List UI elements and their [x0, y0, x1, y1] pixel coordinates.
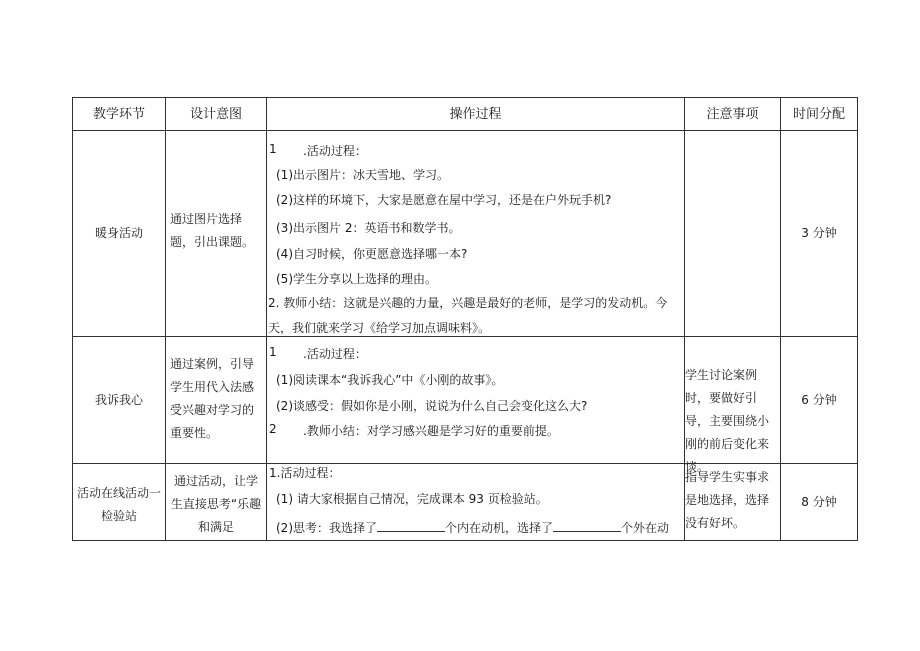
row1-time: 3 分钟: [801, 226, 837, 240]
row3-step-title: 1.活动过程：: [269, 466, 341, 480]
row3-think: [276, 519, 669, 536]
row2-step-number: 1: [269, 345, 277, 359]
row1-item-4: (4)自习时候，你更愿意选择哪一本?: [276, 247, 468, 261]
row3-intent: 通过活动，让学生直接思考“乐趣和满足: [170, 474, 262, 534]
column-divider: [165, 98, 166, 540]
fill-blank: [553, 521, 621, 532]
header-time: 时间分配: [792, 106, 845, 122]
row1-notes: [685, 131, 780, 336]
header-stage: 教学环节: [92, 106, 145, 122]
row2-item-1: (1)阅读课本“我诉我心”中《小刚的故事》。: [276, 373, 504, 387]
row2-step-title: .活动过程：: [303, 347, 367, 361]
row1-item-1: (1)出示图片：冰天雪地、学习。: [276, 168, 449, 182]
row3-item-1: (1) 请大家根据自己情况，完成课本 93 页检验站。: [276, 492, 548, 506]
lesson-plan-table: [72, 97, 858, 541]
row1-step-title: .活动过程：: [303, 144, 367, 158]
row2-intent: 通过案例，引导学生用代入法感受兴趣对学习的重要性。: [170, 357, 255, 440]
row1-stage: 暖身活动: [94, 226, 143, 240]
row1-summary: 2. 教师小结：这就是兴趣的力量，兴趣是最好的老师，是学习的发动机。今天，我们就来学习《给学习加点调味料》。: [268, 296, 668, 335]
row3-think-a: (2)思考：我选择了: [276, 521, 377, 535]
row2-stage: 我诉我心: [94, 392, 143, 407]
row1-item-5: (5)学生分享以上选择的理由。: [276, 272, 437, 286]
row2-summary-number: 2: [269, 422, 277, 436]
row2-summary: .教师小结：对学习感兴趣是学习好的重要前提。: [303, 424, 559, 438]
header-intent: 设计意图: [189, 106, 242, 122]
row1-item-2: (2)这样的环境下，大家是愿意在屋中学习，还是在户外玩手机?: [276, 193, 612, 207]
row3-time: 8 分钟: [801, 494, 837, 509]
header-process: 操作过程: [449, 106, 502, 122]
row1-intent: 通过图片选择题，引出课题。: [170, 212, 255, 249]
row2-item-2: (2)谈感受：假如你是小刚，说说为什么自己会变化这么大?: [276, 399, 588, 413]
row2-time: 6 分钟: [801, 392, 837, 407]
row2-notes: 学生讨论案例时，要做好引导，主要围绕小刚的前后变化来谈。: [685, 368, 770, 474]
row1-step-number: 1: [269, 142, 277, 156]
row1-item-3: (3)出示图片 2：英语书和数学书。: [276, 221, 461, 235]
row-divider: [73, 336, 857, 337]
row3-think-c: 个外在动: [621, 521, 670, 535]
row3-think-b: 个内在动机，选择了: [445, 521, 554, 535]
row3-stage: 活动在线活动一检验站: [76, 486, 161, 523]
fill-blank: [377, 521, 445, 532]
header-notes: 注意事项: [706, 106, 759, 122]
column-divider: [266, 98, 267, 540]
row3-notes: 指导学生实事求是地选择，选择没有好坏。: [685, 470, 770, 530]
